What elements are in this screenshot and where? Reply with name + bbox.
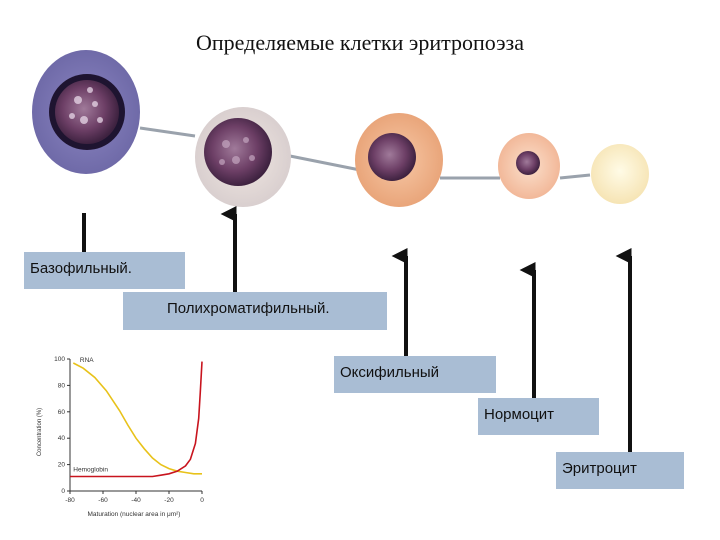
y-tick-label: 40 (57, 435, 65, 443)
label-basophilic (24, 252, 185, 289)
x-tick-label: -40 (131, 497, 141, 504)
series-label-rna: RNA (79, 356, 94, 364)
label-polychromatophilic-text: Полихроматифильный. (167, 300, 330, 317)
series-line-rna (73, 363, 202, 474)
series-line-hemoglobin (70, 362, 202, 477)
y-tick-label: 0 (61, 488, 65, 495)
x-axis-label: Maturation (nuclear area in μm²) (87, 511, 181, 518)
x-tick-label: -60 (98, 497, 108, 504)
y-tick-label: 80 (57, 382, 65, 390)
y-tick-label: 60 (57, 408, 65, 416)
maturation-chart (28, 345, 218, 520)
label-oxyphilic-text: Оксифильный (340, 364, 440, 381)
y-tick-label: 20 (57, 461, 65, 469)
label-oxyphilic (334, 356, 496, 393)
x-tick-label: -20 (164, 497, 174, 504)
label-erythrocyte (556, 452, 684, 489)
x-tick-label: -80 (65, 497, 75, 504)
x-tick-label: 0 (200, 497, 204, 504)
series-label-hemoglobin: Hemoglobin (73, 466, 108, 474)
label-polychromatophilic (123, 292, 387, 330)
y-axis-label: Concentration (%) (37, 407, 43, 457)
label-erythrocyte-text: Эритроцит (562, 460, 637, 477)
label-normocyte-text: Нормоцит (484, 406, 555, 423)
y-tick-label: 100 (54, 356, 65, 363)
slide-title: Определяемые клетки эритропоэза (196, 30, 524, 55)
label-normocyte (478, 398, 599, 435)
label-basophilic-text: Базофильный. (30, 260, 132, 277)
